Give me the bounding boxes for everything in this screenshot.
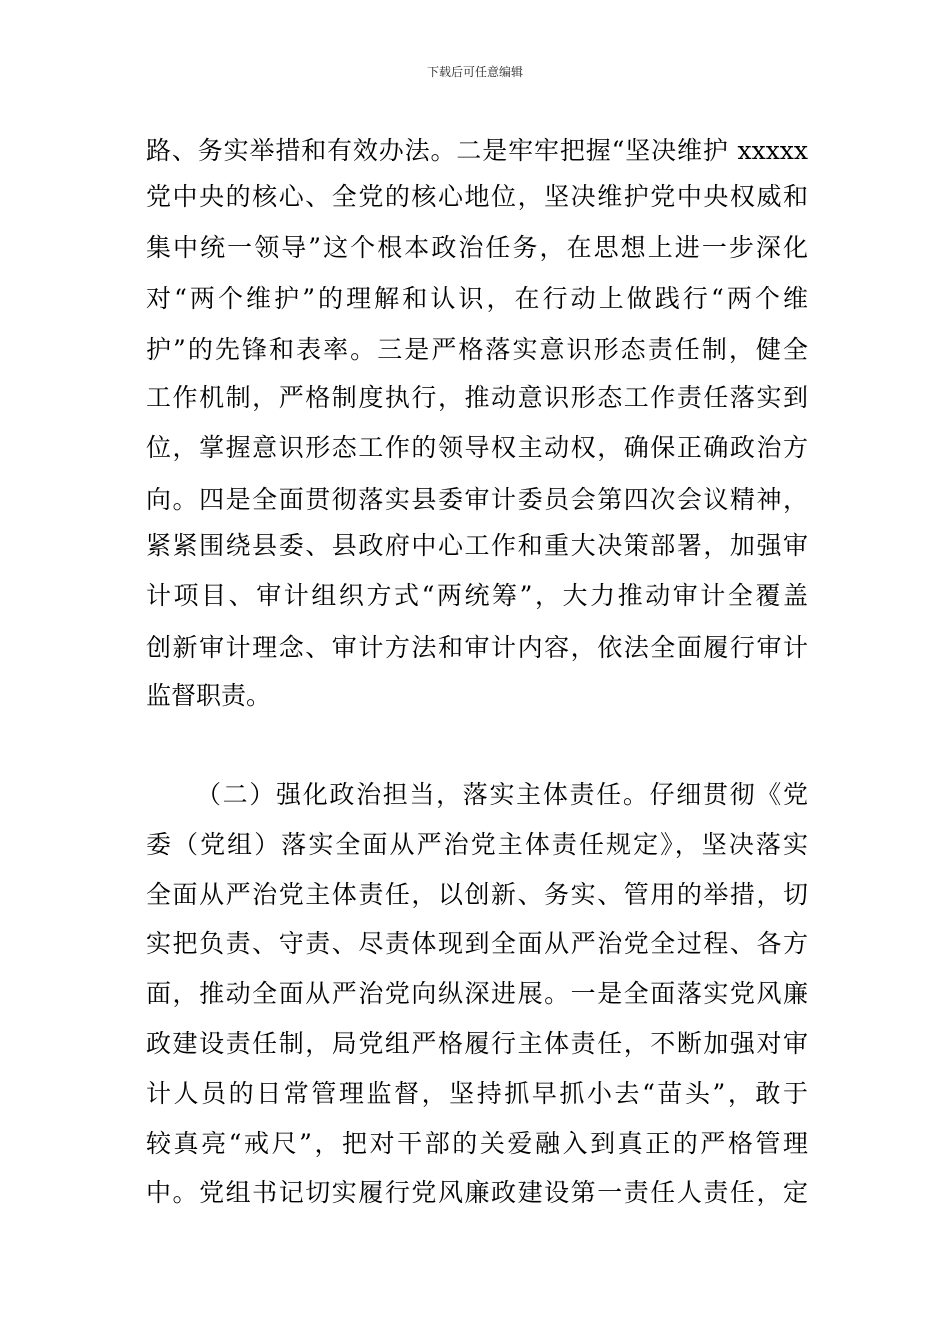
text-line: 计人员的日常管理监督，坚持抓早抓小去“苗头”，敢于	[146, 1079, 808, 1108]
text-line: 较真亮“戒尺”，把对干部的关爱融入到真正的严格管理	[146, 1129, 808, 1158]
text-line: 全面从严治党主体责任，以创新、务实、管用的举措，切	[146, 880, 808, 909]
text-line: 创新审计理念、审计方法和审计内容，依法全面履行审计	[146, 633, 808, 662]
text-line: 政建设责任制，局党组严格履行主体责任，不断加强对审	[146, 1029, 808, 1058]
text-line: 党中央的核心、全党的核心地位，坚决维护党中央权威和	[146, 182, 808, 211]
text-line: 工作机制，严格制度执行，推动意识形态工作责任落实到	[146, 383, 808, 412]
text-line: 中。党组书记切实履行党风廉政建设第一责任人责任，定	[146, 1178, 808, 1207]
text-line: 实把负责、守责、尽责体现到全面从严治党全过程、各方	[146, 929, 808, 958]
text-line: 护”的先锋和表率。三是严格落实意识形态责任制，健全	[146, 335, 808, 364]
text-line: 紧紧围绕县委、县政府中心工作和重大决策部署，加强审	[146, 531, 808, 560]
text-line: 向。四是全面贯彻落实县委审计委员会第四次会议精神，	[146, 485, 808, 514]
text-line: 监督职责。	[146, 681, 272, 710]
text-line: 集中统一领导”这个根本政治任务，在思想上进一步深化	[146, 233, 808, 262]
text-line: 对“两个维护”的理解和认识，在行动上做践行“两个维	[146, 284, 808, 313]
text-line: 路、务实举措和有效办法。二是牢牢把握“坚决维护 xxxxx	[146, 136, 808, 165]
text-line: 面，推动全面从严治党向纵深进展。一是全面落实党风廉	[146, 979, 808, 1008]
text-line: 位，掌握意识形态工作的领导权主动权，确保正确政治方	[146, 433, 808, 462]
page-header: 下载后可任意编辑	[426, 65, 523, 79]
text-line: 委（党组）落实全面从严治党主体责任规定》，坚决落实	[146, 830, 808, 859]
text-line: （二）强化政治担当，落实主体责任。仔细贯彻《党	[196, 780, 808, 809]
text-line: 计项目、审计组织方式“两统筹”，大力推动审计全覆盖	[146, 581, 808, 610]
